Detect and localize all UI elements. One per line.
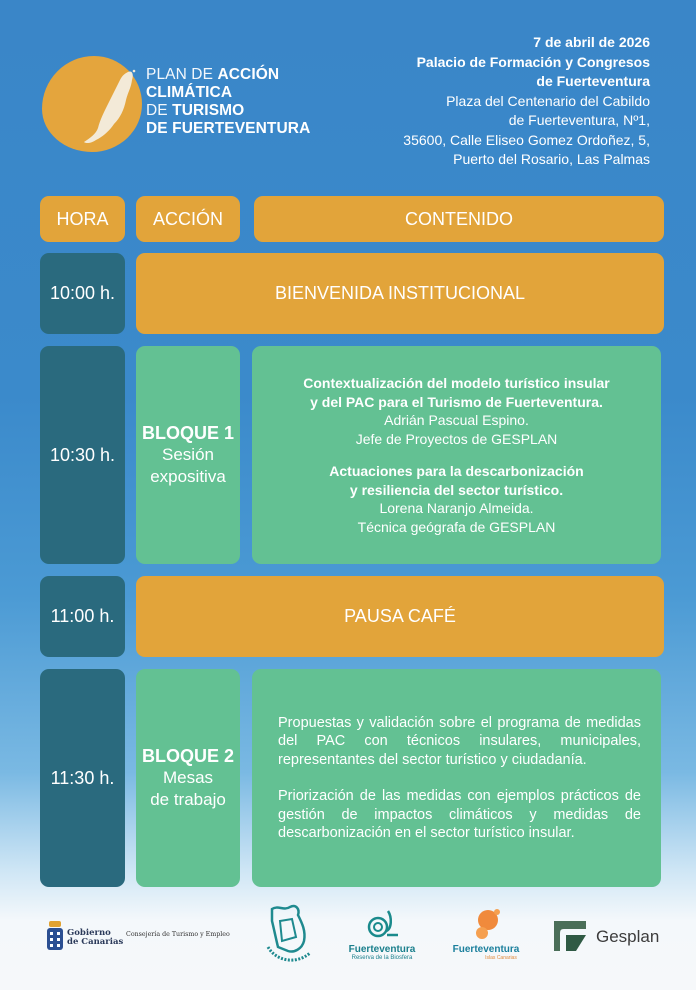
gesplan-text: Gesplan xyxy=(596,927,660,946)
bloque-2-line2: de trabajo xyxy=(150,790,226,809)
pausa-cafe-row: PAUSA CAFÉ xyxy=(136,576,664,657)
gobierno-line2: de Canarias xyxy=(67,937,124,947)
header-contenido: CONTENIDO xyxy=(254,196,664,242)
event-address-line4: Puerto del Rosario, Las Palmas xyxy=(453,151,650,167)
cabildo-fuerteventura-logo xyxy=(262,903,318,974)
event-address-line3: 35600, Calle Eliseo Gomez Ordoñez, 5, xyxy=(403,131,650,148)
time-11-00: 11:00 h. xyxy=(40,576,125,657)
biosfera-line2: Reserva de la Biosfera xyxy=(351,955,413,961)
bloque-1-content xyxy=(252,346,661,564)
bloque-2-line1: Mesas xyxy=(162,768,214,787)
logo-line1-light: PLAN DE xyxy=(146,66,218,83)
logo-line1-bold: ACCIÓN xyxy=(217,66,280,83)
bienvenida-row: BIENVENIDA INSTITUCIONAL xyxy=(136,253,664,334)
bloque-1-line1: Sesión xyxy=(162,445,214,464)
gesplan-icon xyxy=(550,917,590,955)
bloque-2-content xyxy=(252,669,661,887)
gesplan-logo xyxy=(550,917,660,960)
event-date: 7 de abril de 2026 xyxy=(533,34,650,50)
footer-logos xyxy=(0,895,696,985)
header-accion: ACCIÓN xyxy=(136,196,240,242)
time-10-30: 10:30 h. xyxy=(40,346,125,564)
event-venue-line1: Palacio de Formación y Congresos xyxy=(416,53,650,70)
logo-text xyxy=(146,66,310,138)
talk-2-role: Técnica geógrafa de GESPLAN xyxy=(357,518,556,535)
gobierno-canarias-logo xyxy=(46,921,230,956)
spiral-snail-icon xyxy=(362,907,402,939)
bloque-1-line2: expositiva xyxy=(150,467,226,486)
logo-line2: CLIMÁTICA xyxy=(146,84,233,101)
logo-line3-light: DE xyxy=(146,102,173,119)
fuerteventura-islas-canarias-logo xyxy=(444,909,528,961)
event-address-line1: Plaza del Centenario del Cabildo xyxy=(446,92,650,109)
time-10-00: 10:00 h. xyxy=(40,253,125,334)
logo-line3-bold: TURISMO xyxy=(172,102,245,119)
talk-2-title-line2: y resiliencia del sector turístico. xyxy=(349,481,564,498)
gobierno-line1: Gobierno xyxy=(67,928,111,938)
coat-of-arms-icon xyxy=(46,921,64,951)
spacer xyxy=(278,769,641,787)
event-info xyxy=(403,33,650,170)
talk-2-title-line1: Actuaciones para la descarbonización xyxy=(329,463,584,479)
biosfera-line1: Fuerteventura xyxy=(348,944,416,955)
bloque-2 xyxy=(136,669,240,887)
event-address-line2: de Fuerteventura, Nº1, xyxy=(508,112,650,128)
talk-1-title-line1: Contextualización del modelo turístico insular xyxy=(303,375,610,391)
fv-islas-line1: Fuerteventura xyxy=(452,944,520,955)
bloque-1 xyxy=(136,346,240,564)
header-hora: HORA xyxy=(40,196,125,242)
reserva-biosfera-logo xyxy=(342,907,422,962)
bloque-2-title: BLOQUE 2 xyxy=(141,746,234,766)
bloque-2-paragraph-2: Priorización de las medidas con ejemplos prácticos de gestión de impactos climáticos y medidas de descarbonización en el sector turístico insular. xyxy=(278,788,641,841)
consejeria-text: Consejería de Turismo y Empleo xyxy=(126,931,230,938)
talk-1-title-line2: y del PAC para el Turismo de Fuerteventura. xyxy=(310,393,603,410)
logo-line4: DE FUERTEVENTURA xyxy=(146,120,311,137)
time-11-30: 11:30 h. xyxy=(40,669,125,887)
orange-bubbles-icon xyxy=(466,909,506,939)
bloque-2-paragraph-1: Propuestas y validación sobre el programa de medidas del PAC con técnicos insulares, municipales, representantes del sector turístico y ciudadanía. xyxy=(278,714,641,768)
talk-2-speaker: Lorena Naranjo Almeida. xyxy=(379,500,534,516)
fv-islas-line2: Islas Canarias xyxy=(485,955,517,961)
event-venue-line2: de Fuerteventura xyxy=(536,73,650,89)
bloque-1-title: BLOQUE 1 xyxy=(141,423,234,443)
talk-1-role: Jefe de Proyectos de GESPLAN xyxy=(355,430,558,447)
talk-1-speaker: Adrián Pascual Espino. xyxy=(384,412,529,428)
cabildo-icon xyxy=(262,903,318,969)
